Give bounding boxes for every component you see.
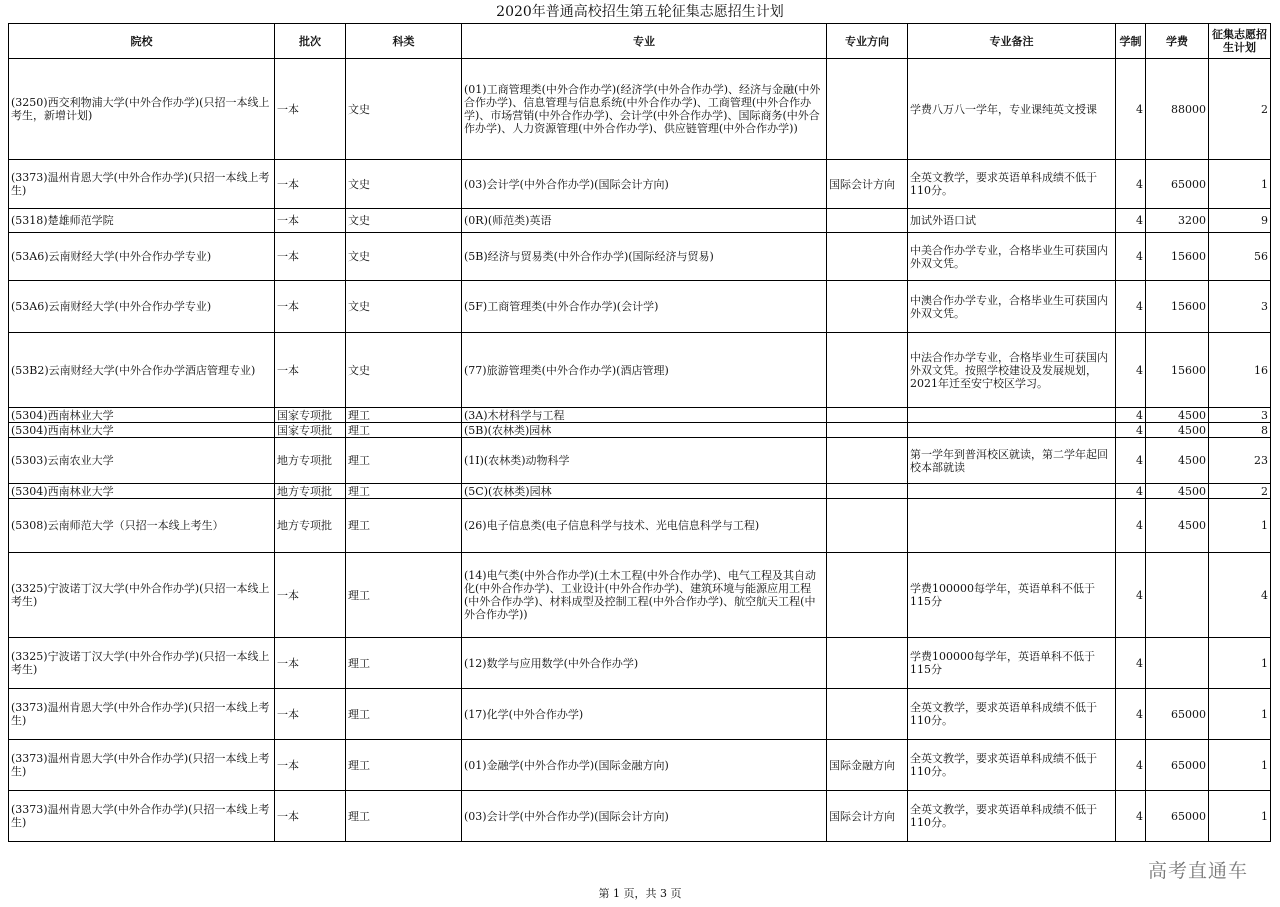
- cell-direction: [827, 233, 908, 281]
- cell-plan: 8: [1209, 423, 1271, 438]
- cell-fee: 65000: [1146, 791, 1209, 842]
- cell-note: 中美合作办学专业，合格毕业生可获国内外双文凭。: [908, 233, 1116, 281]
- cell-category: 理工: [346, 689, 462, 740]
- cell-years: 4: [1116, 408, 1146, 423]
- table-row: [9, 423, 1271, 438]
- cell-years: 4: [1116, 499, 1146, 553]
- cell-years: 4: [1116, 553, 1146, 638]
- cell-note: 中澳合作办学专业，合格毕业生可获国内外双文凭。: [908, 281, 1116, 333]
- cell-category: 文史: [346, 59, 462, 160]
- cell-school: (5303)云南农业大学: [9, 438, 275, 484]
- cell-note: 全英文教学，要求英语单科成绩不低于110分。: [908, 740, 1116, 791]
- table-row: [9, 160, 1271, 209]
- cell-direction: [827, 209, 908, 233]
- cell-school: (53B2)云南财经大学(中外合作办学酒店管理专业): [9, 333, 275, 408]
- cell-category: 理工: [346, 791, 462, 842]
- col-header-direction: 专业方向: [827, 24, 908, 59]
- cell-major: (3A)木材科学与工程: [462, 408, 827, 423]
- table-row: [9, 209, 1271, 233]
- cell-batch: 一本: [275, 233, 346, 281]
- cell-direction: [827, 281, 908, 333]
- cell-category: 理工: [346, 408, 462, 423]
- cell-batch: 一本: [275, 740, 346, 791]
- cell-fee: 15600: [1146, 281, 1209, 333]
- cell-years: 4: [1116, 438, 1146, 484]
- cell-fee: [1146, 553, 1209, 638]
- cell-plan: 56: [1209, 233, 1271, 281]
- table-row: [9, 438, 1271, 484]
- table-header-row: [9, 24, 1271, 59]
- cell-major: (5B)经济与贸易类(中外合作办学)(国际经济与贸易): [462, 233, 827, 281]
- cell-major: (5C)(农林类)园林: [462, 484, 827, 499]
- cell-batch: 一本: [275, 281, 346, 333]
- cell-school: (3373)温州肯恩大学(中外合作办学)(只招一本线上考生): [9, 160, 275, 209]
- table-row: [9, 499, 1271, 553]
- cell-major: (03)会计学(中外合作办学)(国际会计方向): [462, 791, 827, 842]
- cell-category: 文史: [346, 209, 462, 233]
- cell-plan: 23: [1209, 438, 1271, 484]
- cell-direction: [827, 408, 908, 423]
- cell-school: (5304)西南林业大学: [9, 423, 275, 438]
- cell-fee: 4500: [1146, 499, 1209, 553]
- watermark-text: 高考直通车: [1147, 860, 1248, 882]
- page-number: 第 1 页，共 3 页: [598, 887, 682, 900]
- cell-note: [908, 499, 1116, 553]
- cell-batch: 一本: [275, 209, 346, 233]
- cell-school: (3373)温州肯恩大学(中外合作办学)(只招一本线上考生): [9, 791, 275, 842]
- cell-plan: 3: [1209, 408, 1271, 423]
- cell-major: (0R)(师范类)英语: [462, 209, 827, 233]
- cell-school: (3250)西交利物浦大学(中外合作办学)(只招一本线上考生，新增计划): [9, 59, 275, 160]
- cell-batch: 一本: [275, 791, 346, 842]
- table-row: [9, 408, 1271, 423]
- col-header-note: 专业备注: [908, 24, 1116, 59]
- cell-direction: 国际会计方向: [827, 791, 908, 842]
- cell-fee: 65000: [1146, 740, 1209, 791]
- cell-school: (3325)宁波诺丁汉大学(中外合作办学)(只招一本线上考生): [9, 638, 275, 689]
- cell-fee: 4500: [1146, 438, 1209, 484]
- cell-major: (5B)(农林类)园林: [462, 423, 827, 438]
- cell-fee: 88000: [1146, 59, 1209, 160]
- cell-category: 理工: [346, 484, 462, 499]
- cell-batch: 一本: [275, 59, 346, 160]
- cell-major: (77)旅游管理类(中外合作办学)(酒店管理): [462, 333, 827, 408]
- cell-batch: 地方专项批: [275, 484, 346, 499]
- cell-batch: 一本: [275, 160, 346, 209]
- cell-plan: 1: [1209, 638, 1271, 689]
- cell-school: (5304)西南林业大学: [9, 408, 275, 423]
- cell-major: (5F)工商管理类(中外合作办学)(会计学): [462, 281, 827, 333]
- cell-years: 4: [1116, 59, 1146, 160]
- cell-direction: [827, 438, 908, 484]
- cell-years: 4: [1116, 423, 1146, 438]
- cell-note: 加试外语口试: [908, 209, 1116, 233]
- table-row: [9, 484, 1271, 499]
- cell-plan: 16: [1209, 333, 1271, 408]
- cell-plan: 1: [1209, 160, 1271, 209]
- cell-category: 理工: [346, 553, 462, 638]
- table-row: [9, 740, 1271, 791]
- cell-plan: 1: [1209, 689, 1271, 740]
- table-row: [9, 233, 1271, 281]
- cell-fee: 4500: [1146, 423, 1209, 438]
- cell-major: (14)电气类(中外合作办学)(土木工程(中外合作办学)、电气工程及其自动化(中外合作办学)、工业设计(中外合作办学)、建筑环境与能源应用工程(中外合作办学)、材料成型及控制工程(中外合作办学)、航空航天工程(中外合作办学)): [462, 553, 827, 638]
- cell-fee: 15600: [1146, 333, 1209, 408]
- cell-batch: 一本: [275, 689, 346, 740]
- cell-major: (03)会计学(中外合作办学)(国际会计方向): [462, 160, 827, 209]
- cell-note: [908, 423, 1116, 438]
- col-header-major: 专业: [462, 24, 827, 59]
- cell-batch: 一本: [275, 333, 346, 408]
- table-row: [9, 333, 1271, 408]
- cell-category: 理工: [346, 499, 462, 553]
- cell-school: (3373)温州肯恩大学(中外合作办学)(只招一本线上考生): [9, 740, 275, 791]
- cell-batch: 一本: [275, 638, 346, 689]
- cell-direction: [827, 484, 908, 499]
- cell-school: (5308)云南师范大学（只招一本线上考生）: [9, 499, 275, 553]
- cell-batch: 国家专项批: [275, 423, 346, 438]
- cell-major: (01)金融学(中外合作办学)(国际金融方向): [462, 740, 827, 791]
- cell-plan: 4: [1209, 553, 1271, 638]
- cell-batch: 国家专项批: [275, 408, 346, 423]
- cell-school: (3373)温州肯恩大学(中外合作办学)(只招一本线上考生): [9, 689, 275, 740]
- cell-note: 学费100000每学年，英语单科不低于115分: [908, 553, 1116, 638]
- col-header-years: 学制: [1116, 24, 1146, 59]
- cell-note: 中法合作办学专业，合格毕业生可获国内外双文凭。按照学校建设及发展规划，2021年迁至安宁校区学习。: [908, 333, 1116, 408]
- cell-fee: [1146, 638, 1209, 689]
- cell-direction: [827, 333, 908, 408]
- table-row: [9, 638, 1271, 689]
- cell-batch: 一本: [275, 553, 346, 638]
- cell-category: 理工: [346, 438, 462, 484]
- cell-note: 全英文教学，要求英语单科成绩不低于110分。: [908, 791, 1116, 842]
- col-header-batch: 批次: [275, 24, 346, 59]
- cell-school: (5318)楚雄师范学院: [9, 209, 275, 233]
- col-header-category: 科类: [346, 24, 462, 59]
- cell-category: 理工: [346, 423, 462, 438]
- cell-major: (1I)(农林类)动物科学: [462, 438, 827, 484]
- cell-major: (12)数学与应用数学(中外合作办学): [462, 638, 827, 689]
- cell-fee: 3200: [1146, 209, 1209, 233]
- cell-category: 文史: [346, 333, 462, 408]
- cell-category: 理工: [346, 740, 462, 791]
- cell-direction: [827, 638, 908, 689]
- cell-direction: [827, 499, 908, 553]
- cell-years: 4: [1116, 791, 1146, 842]
- admission-plan-table: [8, 23, 1271, 842]
- cell-direction: [827, 553, 908, 638]
- cell-note: 全英文教学，要求英语单科成绩不低于110分。: [908, 689, 1116, 740]
- cell-school: (53A6)云南财经大学(中外合作办学专业): [9, 281, 275, 333]
- cell-school: (5304)西南林业大学: [9, 484, 275, 499]
- cell-direction: 国际金融方向: [827, 740, 908, 791]
- cell-note: 学费八万八一学年，专业课纯英文授课: [908, 59, 1116, 160]
- cell-years: 4: [1116, 209, 1146, 233]
- cell-note: [908, 484, 1116, 499]
- cell-school: (53A6)云南财经大学(中外合作办学专业): [9, 233, 275, 281]
- table-row: [9, 59, 1271, 160]
- cell-category: 文史: [346, 281, 462, 333]
- cell-plan: 1: [1209, 499, 1271, 553]
- table-row: [9, 791, 1271, 842]
- cell-years: 4: [1116, 160, 1146, 209]
- cell-note: 第一学年到普洱校区就读，第二学年起回校本部就读: [908, 438, 1116, 484]
- cell-note: 学费100000每学年，英语单科不低于115分: [908, 638, 1116, 689]
- col-header-plan: 征集志愿招生计划: [1209, 24, 1271, 59]
- cell-years: 4: [1116, 740, 1146, 791]
- cell-fee: 15600: [1146, 233, 1209, 281]
- cell-fee: 4500: [1146, 484, 1209, 499]
- cell-note: 全英文教学，要求英语单科成绩不低于110分。: [908, 160, 1116, 209]
- cell-batch: 地方专项批: [275, 499, 346, 553]
- cell-years: 4: [1116, 638, 1146, 689]
- table-row: [9, 553, 1271, 638]
- cell-plan: 1: [1209, 740, 1271, 791]
- cell-years: 4: [1116, 281, 1146, 333]
- col-header-school: 院校: [9, 24, 275, 59]
- cell-major: (26)电子信息类(电子信息科学与技术、光电信息科学与工程): [462, 499, 827, 553]
- document-title: 2020年普通高校招生第五轮征集志愿招生计划: [496, 4, 784, 20]
- cell-plan: 2: [1209, 59, 1271, 160]
- cell-major: (17)化学(中外合作办学): [462, 689, 827, 740]
- cell-direction: [827, 59, 908, 160]
- cell-direction: [827, 423, 908, 438]
- table-row: [9, 689, 1271, 740]
- cell-fee: 4500: [1146, 408, 1209, 423]
- cell-school: (3325)宁波诺丁汉大学(中外合作办学)(只招一本线上考生): [9, 553, 275, 638]
- cell-plan: 2: [1209, 484, 1271, 499]
- cell-plan: 1: [1209, 791, 1271, 842]
- cell-years: 4: [1116, 484, 1146, 499]
- cell-plan: 3: [1209, 281, 1271, 333]
- col-header-fee: 学费: [1146, 24, 1209, 59]
- cell-category: 文史: [346, 160, 462, 209]
- table-row: [9, 281, 1271, 333]
- cell-years: 4: [1116, 689, 1146, 740]
- cell-years: 4: [1116, 333, 1146, 408]
- cell-batch: 地方专项批: [275, 438, 346, 484]
- cell-major: (01)工商管理类(中外合作办学)(经济学(中外合作办学)、经济与金融(中外合作办学)、信息管理与信息系统(中外合作办学)、工商管理(中外合作办学)、市场营销(中外合作办学)、会计学(中外合作办学)、国际商务(中外合作办学)、人力资源管理(中外合作办学)、供应链管理(中外合作办学)): [462, 59, 827, 160]
- cell-category: 理工: [346, 638, 462, 689]
- cell-category: 文史: [346, 233, 462, 281]
- cell-years: 4: [1116, 233, 1146, 281]
- cell-fee: 65000: [1146, 689, 1209, 740]
- cell-direction: 国际会计方向: [827, 160, 908, 209]
- cell-note: [908, 408, 1116, 423]
- cell-plan: 9: [1209, 209, 1271, 233]
- cell-direction: [827, 689, 908, 740]
- cell-fee: 65000: [1146, 160, 1209, 209]
